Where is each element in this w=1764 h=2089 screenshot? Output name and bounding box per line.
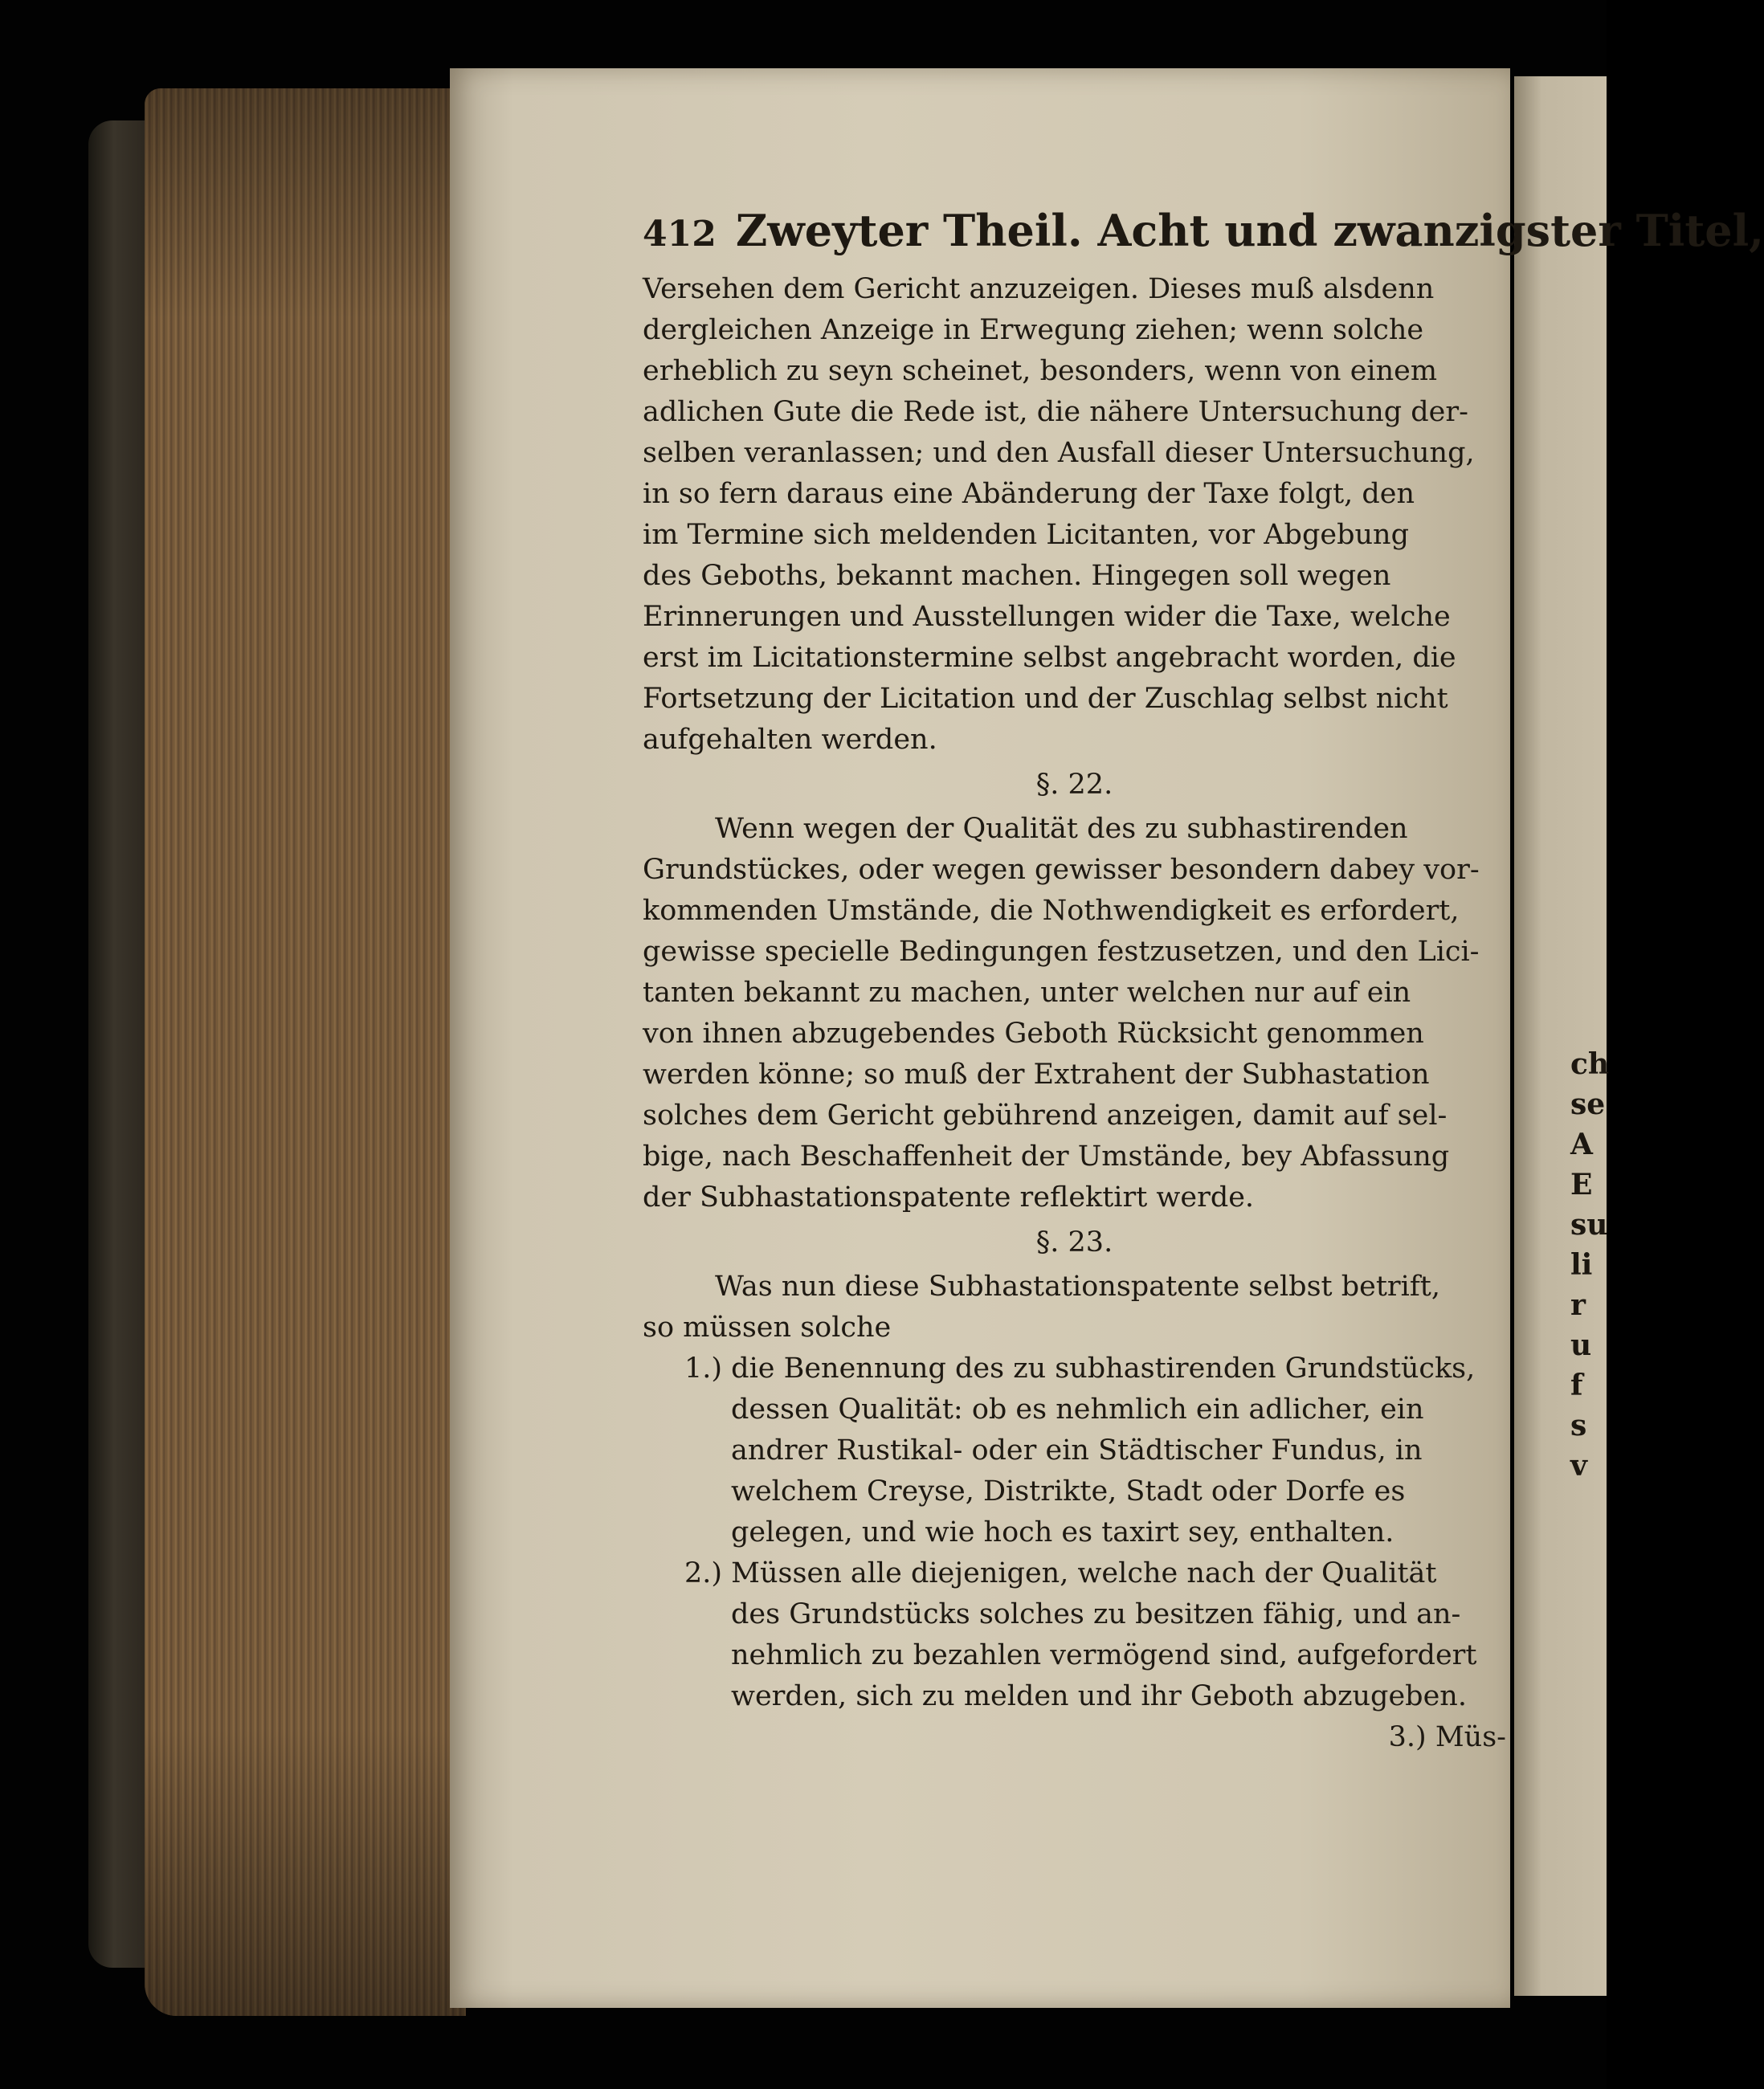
- facing-fragment: E: [1570, 1168, 1593, 1202]
- text-line: erheblich zu seyn scheinet, besonders, wenn von einem: [643, 355, 1438, 387]
- text-line: Erinnerungen und Ausstellungen wider die Taxe, welche: [643, 601, 1451, 633]
- text-line: bige, nach Beschaffenheit der Umstände, bey Abfassung: [643, 1140, 1450, 1173]
- text-line: im Termine sich meldenden Licitanten, vor Abgebung: [643, 519, 1409, 551]
- text-line: werden könne; so muß der Extrahent der Subhastation: [643, 1059, 1430, 1091]
- text-line: werden, sich zu melden und ihr Geboth abzugeben.: [731, 1680, 1467, 1712]
- list-item: [643, 1553, 1506, 1717]
- text-line: welchem Creyse, Distrikte, Stadt oder Dorfe es: [731, 1475, 1406, 1508]
- section-23-body: [643, 1267, 1506, 1758]
- running-head-title: Zweyter Theil. Acht und zwanzigster Titel,: [735, 205, 1764, 256]
- text-line: 1.) die Benennung des zu subhastirenden Grundstücks,: [684, 1353, 1476, 1385]
- book-cover-edge: [88, 120, 153, 1968]
- text-line: erst im Licitationstermine selbst angebracht worden, die: [643, 642, 1456, 674]
- facing-fragment: A: [1570, 1128, 1593, 1161]
- running-head: [643, 205, 1764, 269]
- text-line: Wenn wegen der Qualität des zu subhastirenden: [715, 813, 1408, 845]
- facing-page: [1514, 76, 1610, 1996]
- text-line: Fortsetzung der Licitation und der Zuschlag selbst nicht: [643, 683, 1448, 715]
- catchword: 3.) Müs-: [1388, 1721, 1506, 1753]
- text-line: dergleichen Anzeige in Erwegung ziehen; wenn solche: [643, 314, 1424, 346]
- page-number: 412: [643, 214, 717, 255]
- text-line: gelegen, und wie hoch es taxirt sey, enthalten.: [731, 1516, 1394, 1548]
- text-line: adlichen Gute die Rede ist, die nähere Untersuchung der-: [643, 396, 1468, 428]
- facing-fragment: f: [1570, 1369, 1583, 1402]
- facing-fragment: su: [1570, 1208, 1608, 1242]
- text-line: nehmlich zu bezahlen vermögend sind, aufgefordert: [731, 1639, 1477, 1671]
- text-line: in so fern daraus eine Abänderung der Taxe folgt, den: [643, 478, 1415, 510]
- facing-fragment: li: [1570, 1248, 1593, 1282]
- section-heading-23: §. 23.: [1035, 1226, 1113, 1259]
- section-22-body: [643, 809, 1506, 1218]
- page-text: [643, 205, 1764, 1758]
- text-line: Was nun diese Subhastationspatente selbst betrift,: [715, 1271, 1440, 1303]
- facing-fragment: u: [1570, 1328, 1592, 1362]
- text-line: Grundstückes, oder wegen gewisser besondern dabey vor-: [643, 854, 1480, 886]
- paragraph-intro: [643, 269, 1506, 761]
- text-line: der Subhastationspatente reflektirt werde.: [643, 1181, 1255, 1214]
- text-line: tanten bekannt zu machen, unter welchen nur auf ein: [643, 977, 1411, 1009]
- text-line: solches dem Gericht gebührend anzeigen, damit auf sel-: [643, 1100, 1448, 1132]
- text-line: Versehen dem Gericht anzuzeigen. Dieses muß alsdenn: [643, 273, 1435, 305]
- facing-page-fragments: [1570, 1044, 1609, 1486]
- facing-fragment: v: [1570, 1449, 1587, 1483]
- facing-fragment: s: [1570, 1409, 1587, 1442]
- text-line: so müssen solche: [643, 1312, 892, 1344]
- text-line: des Grundstücks solches zu besitzen fähig, und an-: [731, 1598, 1461, 1630]
- facing-fragment: ch: [1570, 1047, 1610, 1081]
- facing-fragment: r: [1570, 1288, 1586, 1322]
- list-item: [643, 1348, 1506, 1553]
- text-line: selben veranlassen; und den Ausfall dieser Untersuchung,: [643, 437, 1475, 469]
- text-line: des Geboths, bekannt machen. Hingegen soll wegen: [643, 560, 1391, 592]
- text-line: dessen Qualität: ob es nehmlich ein adlicher, ein: [731, 1393, 1424, 1426]
- text-line: aufgehalten werden.: [643, 724, 937, 756]
- text-line: kommenden Umstände, die Nothwendigkeit es erfordert,: [643, 895, 1460, 927]
- text-line: von ihnen abzugebendes Geboth Rücksicht genommen: [643, 1018, 1424, 1050]
- book-fore-edge: [145, 88, 466, 2016]
- text-line: andrer Rustikal- oder ein Städtischer Fundus, in: [731, 1434, 1423, 1467]
- section-heading-22: §. 22.: [1035, 769, 1113, 801]
- text-line: 2.) Müssen alle diejenigen, welche nach der Qualität: [684, 1557, 1437, 1589]
- facing-fragment: se: [1570, 1087, 1606, 1121]
- text-line: gewisse specielle Bedingungen festzusetzen, und den Lici-: [643, 936, 1480, 968]
